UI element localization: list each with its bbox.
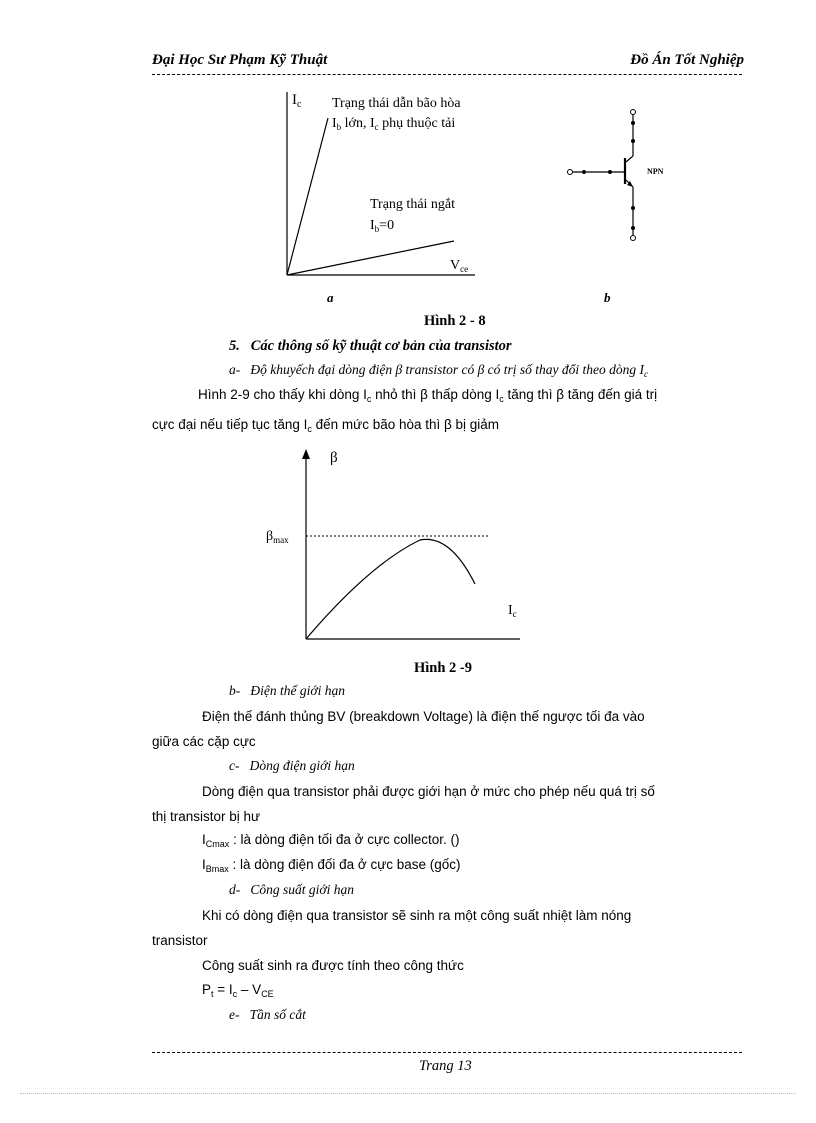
para1-line1: Hình 2-9 cho thấy khi dòng $I_c$ nhỏ thì β thấp dòng $I_c$ tăng thì β tăng đến giá trị [198, 387, 658, 404]
paragraph-3: Dòng điện qua transistor phải được giới hạn ở mức cho phép nếu quá trị số thị transistor bị hư [152, 784, 655, 824]
fig28-x-label: $V_{ce}$ [450, 258, 469, 274]
fig29-caption: Hình 2 -9 [414, 660, 473, 676]
npn-label: NPN [647, 167, 664, 176]
fig28-label-b: b [604, 290, 611, 305]
header-right: Đồ Án Tốt Nghiệp [630, 52, 744, 68]
para1-line2: cực đại nếu tiếp tục tăng $I_c$ đến mức bão hòa thì β bị giảm [152, 417, 500, 434]
item-a-marker: a- [229, 362, 241, 377]
fig28-cut-line2: $I_b=0$ [370, 218, 395, 234]
fig29-beta-max: $\beta_{max}$ [266, 529, 289, 545]
page-number: Trang 13 [419, 1058, 472, 1074]
paragraph-2: Điện thế đánh thủng BV (breakdown Voltage) là điện thế ngược tối đa vào giữa các cặp cực [152, 709, 645, 749]
icmax-line: $I_{Cmax}$ : là dòng điện tối đa ở cực collector. () [202, 832, 460, 849]
item-d: d- Công suất giới hạn [229, 882, 354, 897]
fig28-cut-title: Trạng thái ngắt [370, 197, 456, 212]
fig29-y-label: β [330, 450, 338, 466]
item-a-text: Độ khuyếch đại dòng điện β transistor có β có trị số thay đổi theo dòng I [250, 362, 645, 377]
fig28-sat-title: Trạng thái dẫn bão hòa [332, 96, 461, 111]
fig29-x-label: $I_c$ [508, 603, 517, 619]
header-left: Đại Học Sư Phạm Kỹ Thuật [152, 52, 328, 68]
paragraph-4: Khi có dòng điện qua transistor sẽ sinh ra một công suất nhiệt làm nóng transistor Công suất sinh ra được tính theo công thức [152, 908, 632, 973]
ibmax-line: $I_{Bmax}$ : là dòng điện đối đa ở cực base (gốc) [202, 857, 461, 874]
fig28-caption: Hình 2 - 8 [424, 313, 486, 329]
footer-rule [152, 1052, 742, 1053]
section-5-number: 5. [229, 338, 240, 354]
item-a: a- Độ khuyếch đại dòng điện β transistor có β có trị số thay đổi theo dòng $I_c$ [229, 362, 649, 379]
power-formula: $P_t = I_c - V_{CE}$ [202, 982, 274, 999]
page-bottom-border [20, 1093, 796, 1094]
fig28-sat-line2: $I_b$ lớn, $I_c$ phụ thuộc tải [332, 116, 456, 132]
item-b: b- Điện thế giới hạn [229, 683, 345, 698]
section-5-title: Các thông số kỹ thuật cơ bản của transistor [250, 338, 512, 354]
figure-2-8a [270, 84, 500, 309]
item-c: c- Dòng điện giới hạn [229, 758, 355, 773]
paragraph-1 [152, 382, 740, 442]
fig28-label-a: a [327, 290, 334, 305]
section-5-heading [229, 338, 512, 355]
header-rule [152, 74, 742, 75]
item-e: e- Tần số cắt [229, 1007, 306, 1022]
figure-2-9 [260, 444, 540, 654]
fig28-y-label: $I_c$ [292, 92, 302, 110]
figure-2-8b [560, 104, 690, 314]
